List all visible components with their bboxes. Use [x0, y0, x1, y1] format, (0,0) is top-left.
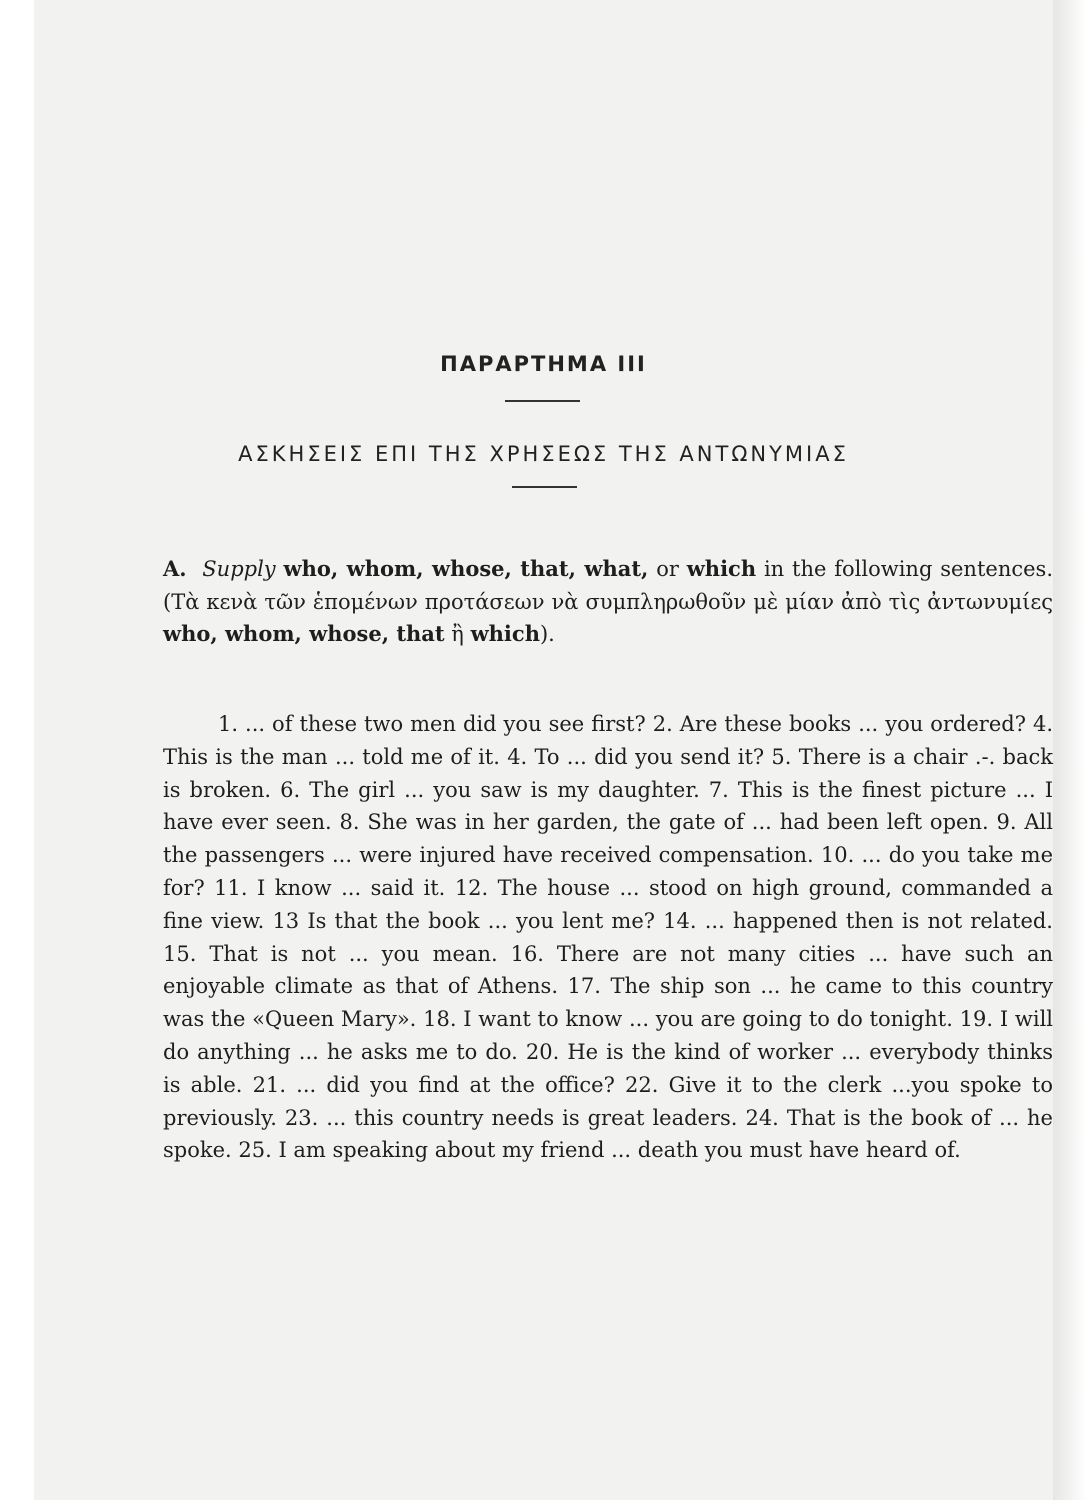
subtitle-rule: [512, 486, 577, 488]
appendix-subtitle: ΑΣΚΗΣΕΙΣ ΕΠΙ ΤΗΣ ΧΡΗΣΕΩΣ ΤΗΣ ΑΝΤΩΝΥΜΙΑΣ: [238, 442, 849, 466]
instruction-or: or: [656, 557, 679, 581]
pronoun-which-greek: which: [470, 621, 540, 646]
exercise-label: A.: [163, 556, 187, 581]
title-rule: [505, 400, 580, 402]
instruction-text: in the following sentences. (Τὰ κενὰ τῶν ἑπομένων προτάσεων νὰ συμπληρωθοῦν μὲ μίαν ἀπὸ τὶς ἀντωνυμίες: [163, 557, 1053, 614]
appendix-title: ΠΑΡΑΡΤΗΜΑ ΙΙΙ: [440, 352, 647, 376]
instruction-verb: Supply: [202, 557, 276, 581]
page-edge: [1053, 0, 1087, 1500]
exercise-instruction: [163, 553, 1053, 651]
instruction-eta: ἢ: [451, 622, 464, 646]
instruction-close: ).: [539, 622, 555, 646]
exercise-sentences: 1. ... of these two men did you see first? 2. Are these books ... you ordered? 4. This is the man ... told me of it. 4. To ... did you send it? 5. There is a chair .-. back is broken. 6. The girl ... you saw is my daughter. 7. This is the finest picture ... I have ever seen. 8. She was in her garden, the gate of ... had been left open. 9. All the passengers ... were injured have received compensation. 10. ... do you take me for? 11. I know ... said it. 12. The house ... stood on high ground, commanded a fine view. 13 Is that the book ... you lent me? 14. ... happened then is not related. 15. That is not ... you mean. 16. There are not many cities ... have such an enjoyable climate as that of Athens. 17. The ship son ... he came to this country was the «Queen Mary». 18. I want to know ... you are going to do tonight. 19. I will do anything ... he asks me to do. 20. He is the kind of worker ... everybody thinks is able. 21. ... did you find at the office? 22. Give it to the clerk ...you spoke to previously. 23. ... this country needs is great leaders. 24. That is the book of ... he spoke. 25. I am speaking about my friend ... death you must have heard of.: [163, 712, 1053, 1163]
pronoun-which: which: [686, 556, 757, 581]
pronoun-list-greek: who, whom, whose, that: [163, 621, 445, 646]
pronoun-list: who, whom, whose, that, what,: [283, 556, 649, 581]
